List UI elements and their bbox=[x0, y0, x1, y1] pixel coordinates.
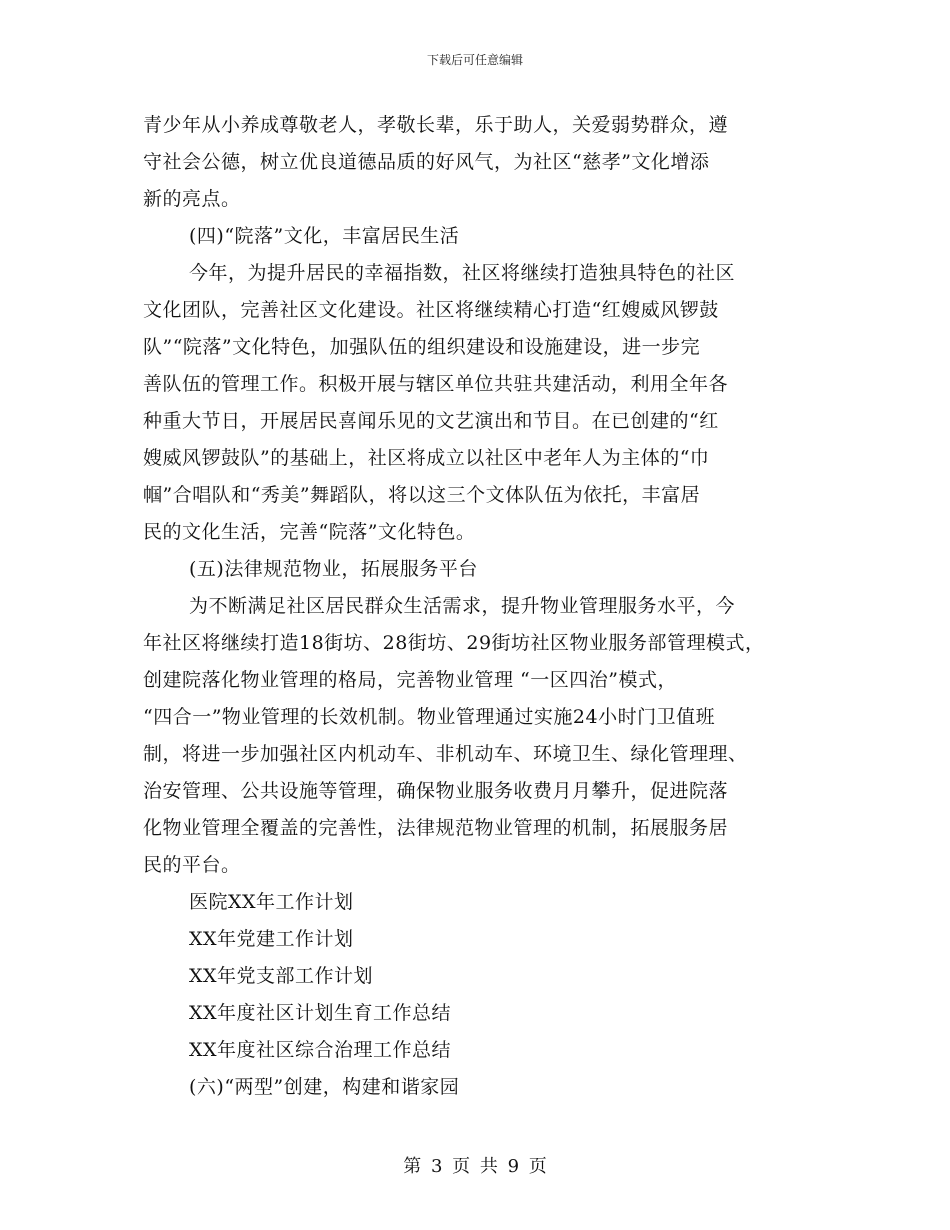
paragraph-line: 新的亮点。 bbox=[143, 188, 241, 210]
paragraph-line: 嫂威风锣鼓队”的基础上，社区将成立以社区中老年人为主体的“巾 bbox=[143, 447, 710, 469]
related-link-item: XX年党支部工作计划 bbox=[189, 965, 374, 987]
paragraph-line: 民的平台。 bbox=[143, 854, 241, 876]
paragraph-line: 为不断满足社区居民群众生活需求，提升物业管理服务水平，今 bbox=[189, 595, 736, 617]
paragraph-line: 帼”合唱队和“秀美”舞蹈队，将以这三个文体队伍为依托，丰富居 bbox=[143, 484, 701, 506]
paragraph-line: 制，将进一步加强社区内机动车、非机动车、环境卫生、绿化管理理、 bbox=[143, 743, 748, 765]
section-heading: (六)“两型”创建，构建和谐家园 bbox=[189, 1076, 460, 1098]
paragraph-line: 种重大节日，开展居民喜闻乐见的文艺演出和节目。在已创建的“红 bbox=[143, 410, 719, 432]
document-body bbox=[143, 107, 833, 1106]
paragraph-line: 创建院落化物业管理的格局，完善物业管理 “一区四治”模式， bbox=[143, 669, 677, 691]
related-link-item: XX年党建工作计划 bbox=[189, 928, 354, 950]
paragraph-line: “四合一”物业管理的长效机制。物业管理通过实施24小时门卫值班 bbox=[143, 706, 716, 728]
related-link-item: XX年度社区计划生育工作总结 bbox=[189, 1002, 452, 1024]
paragraph-line: 守社会公德，树立优良道德品质的好风气，为社区“慈孝”文化增添 bbox=[143, 151, 710, 173]
section-heading: (四)“院落”文化，丰富居民生活 bbox=[189, 225, 460, 247]
related-link-item: 医院XX年工作计划 bbox=[189, 891, 354, 913]
page-header: 下载后可任意编辑 bbox=[426, 53, 523, 67]
paragraph-line: 治安管理、公共设施等管理，确保物业服务收费月月攀升，促进院落 bbox=[143, 780, 729, 802]
paragraph-line: 青少年从小养成尊敬老人，孝敬长辈，乐于助人，关爱弱势群众，遵 bbox=[143, 114, 729, 136]
related-link-item: XX年度社区综合治理工作总结 bbox=[189, 1039, 452, 1061]
paragraph-line: 民的文化生活，完善“院落”文化特色。 bbox=[143, 521, 476, 543]
page-number: 第 3 页 共 9 页 bbox=[403, 1156, 547, 1177]
paragraph-line: 化物业管理全覆盖的完善性，法律规范物业管理的机制，拓展服务居 bbox=[143, 817, 729, 839]
paragraph-line: 今年，为提升居民的幸福指数，社区将继续打造独具特色的社区 bbox=[189, 262, 736, 284]
section-heading: (五)法律规范物业，拓展服务平台 bbox=[189, 558, 478, 580]
paragraph-line: 文化团队，完善社区文化建设。社区将继续精心打造“红嫂威风锣鼓 bbox=[143, 299, 719, 321]
paragraph-line: 年社区将继续打造18街坊、28街坊、29街坊社区物业服务部管理模式， bbox=[143, 632, 765, 654]
paragraph-line: 善队伍的管理工作。积极开展与辖区单位共驻共建活动，利用全年各 bbox=[143, 373, 729, 395]
paragraph-line: 队”“院落”文化特色，加强队伍的组织建设和设施建设，进一步完 bbox=[143, 336, 701, 358]
